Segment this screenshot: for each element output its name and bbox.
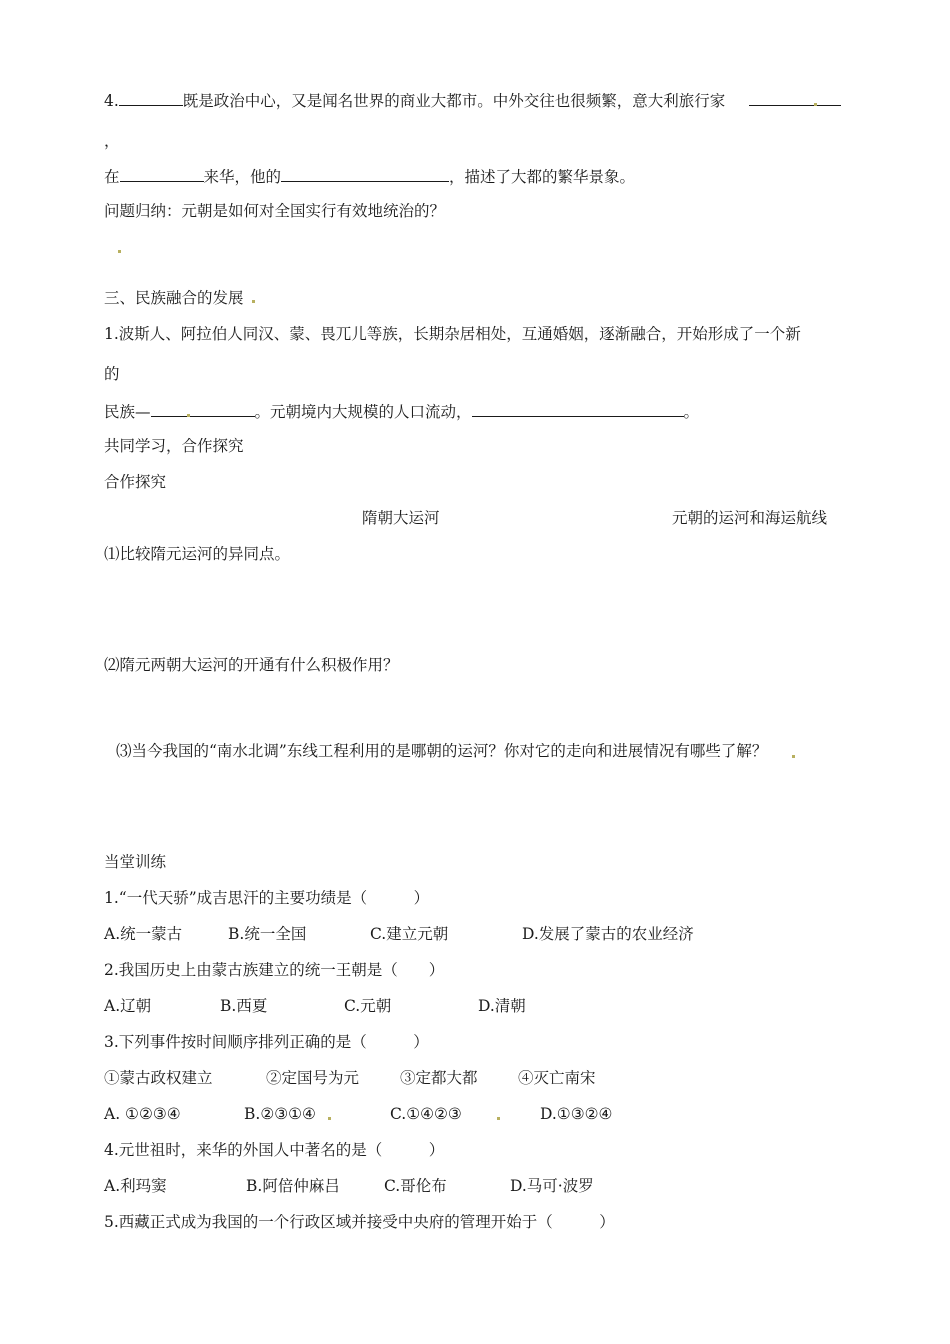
option-b[interactable]: B.②③①④ [244, 1105, 316, 1123]
text: 。 [683, 403, 700, 421]
map-caption-yuan: 元朝的运河和海运航线 [672, 509, 828, 527]
option-b[interactable]: B.统一全国 [228, 925, 307, 943]
practice-q4-options [104, 1176, 594, 1196]
study-q2: ⑵隋元两朝大运河的开通有什么积极作用？ [104, 656, 399, 674]
practice-q1: 1.“一代天骄”成吉思汗的主要功绩是（ ） [104, 889, 430, 907]
summary-question: 问题归纳：元朝是如何对全国实行有效地统治的？ [104, 202, 446, 220]
scan-speck [814, 103, 817, 106]
event-1: ①蒙古政权建立 [104, 1069, 213, 1087]
study-q3: ⑶当今我国的“南水北调”东线工程利用的是哪朝的运河？你对它的走向和进展情况有哪些了解？ [116, 742, 768, 760]
event-4: ④灭亡南宋 [518, 1069, 596, 1087]
option-b[interactable]: B.西夏 [220, 997, 268, 1015]
scan-speck [497, 1117, 500, 1120]
text: 民族— [104, 403, 151, 421]
answer-blank[interactable] [281, 165, 449, 182]
option-a[interactable]: A.统一蒙古 [104, 925, 183, 943]
event-3: ③定都大都 [400, 1069, 478, 1087]
practice-q4: 4.元世祖时，来华的外国人中著名的是（ ） [104, 1141, 445, 1159]
sec2-q4-line2 [104, 165, 635, 187]
study-heading: 共同学习，合作探究 [104, 437, 244, 455]
option-c[interactable]: C.①④②③ [390, 1105, 462, 1123]
answer-blank[interactable] [119, 89, 183, 106]
scan-speck [187, 414, 190, 417]
option-a[interactable]: A.利玛窦 [104, 1177, 167, 1195]
scan-speck [792, 755, 795, 758]
scan-speck [118, 250, 121, 253]
option-c[interactable]: C.哥伦布 [384, 1177, 447, 1195]
option-b[interactable]: B.阿倍仲麻吕 [246, 1177, 340, 1195]
sec3-q1-line3 [104, 400, 699, 422]
option-c[interactable]: C.建立元朝 [370, 925, 449, 943]
option-d[interactable]: D.马可·波罗 [510, 1177, 594, 1195]
answer-blank[interactable] [749, 89, 841, 106]
option-c[interactable]: C.元朝 [344, 997, 392, 1015]
practice-q2-options [104, 996, 526, 1016]
option-a[interactable]: A.辽朝 [104, 997, 152, 1015]
option-d[interactable]: D.①③②④ [540, 1105, 613, 1123]
practice-q1-options [104, 924, 694, 944]
practice-q2: 2.我国历史上由蒙古族建立的统一王朝是（ ） [104, 961, 445, 979]
option-d[interactable]: D.清朝 [478, 997, 526, 1015]
study-subheading: 合作探究 [104, 473, 167, 491]
practice-q3-events [104, 1068, 596, 1088]
study-q1: ⑴比较隋元运河的异同点。 [104, 545, 291, 563]
sec3-q1-line2: 的 [104, 365, 120, 383]
practice-q3: 3.下列事件按时间顺序排列正确的是（ ） [104, 1033, 429, 1051]
sec2-q4-comma: ， [104, 132, 120, 150]
answer-blank[interactable] [151, 400, 255, 417]
text: 。元朝境内大规模的人口流动， [254, 403, 472, 421]
scan-speck [328, 1117, 331, 1120]
map-caption-sui: 隋朝大运河 [362, 509, 440, 527]
practice-q3-options [104, 1104, 612, 1124]
answer-blank[interactable] [472, 400, 684, 417]
text: 来华，他的 [203, 168, 282, 186]
sec3-q1-line1: 1.波斯人、阿拉伯人同汉、蒙、畏兀儿等族，长期杂居相处，互通婚姻，逐渐融合，开始形成了一个新 [104, 325, 801, 343]
section-title: 三、民族融合的发展 [104, 289, 244, 307]
q-number: 4. [104, 92, 119, 110]
scan-speck [252, 300, 255, 303]
option-d[interactable]: D.发展了蒙古的农业经济 [522, 925, 694, 943]
question-text: 既是政治中心，又是闻名世界的商业大都市。中外交往也很频繁，意大利旅行家 [182, 92, 726, 110]
text: 在 [104, 168, 120, 186]
practice-q5: 5.西藏正式成为我国的一个行政区域并接受中央府的管理开始于（ ） [104, 1213, 615, 1231]
event-2: ②定国号为元 [266, 1069, 360, 1087]
answer-blank[interactable] [120, 165, 204, 182]
text: ，描述了大都的繁华景象。 [449, 168, 636, 186]
practice-heading: 当堂训练 [104, 853, 167, 871]
sec2-q4-line1 [104, 89, 841, 111]
option-a[interactable]: A. ①②③④ [104, 1105, 181, 1123]
